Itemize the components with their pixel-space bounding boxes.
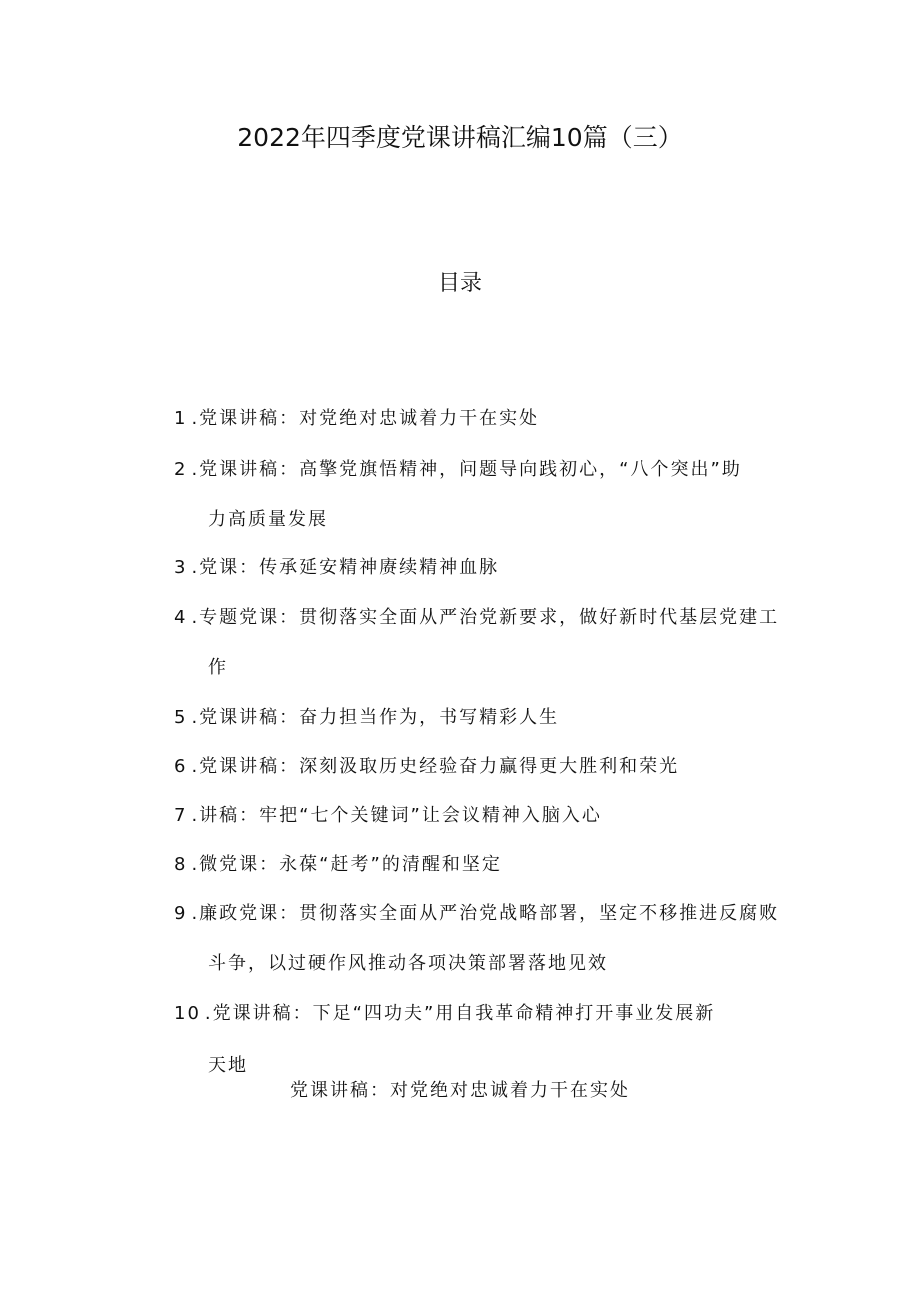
toc-item-number: 6 bbox=[174, 756, 188, 777]
toc-item-3 bbox=[174, 553, 499, 579]
toc-item-text: .专题党课：贯彻落实全面从严治党新要求，做好新时代基层党建工 bbox=[191, 607, 780, 628]
toc-item-text: .廉政党课：贯彻落实全面从严治党战略部署，坚定不移推进反腐败 bbox=[191, 903, 780, 924]
toc-item-text: .党课讲稿：下足“四功夫”用自我革命精神打开事业发展新 bbox=[204, 1003, 716, 1024]
toc-item-8 bbox=[174, 850, 502, 876]
toc-item-number: 9 bbox=[174, 903, 188, 924]
section-title: 党课讲稿：对党绝对忠诚着力干在实处 bbox=[290, 1080, 630, 1101]
toc-item-text: .党课讲稿：深刻汲取历史经验奋力赢得更大胜利和荣光 bbox=[191, 756, 680, 777]
toc-item-5 bbox=[174, 703, 559, 729]
toc-item-9-continuation: 斗争，以过硬作风推动各项决策部署落地见效 bbox=[208, 953, 608, 974]
toc-item-number: 2 bbox=[174, 459, 188, 480]
toc-item-number: 1 bbox=[174, 408, 188, 429]
toc-heading: 目录 bbox=[437, 271, 482, 296]
toc-item-4 bbox=[174, 603, 779, 629]
toc-item-number: 8 bbox=[174, 854, 188, 875]
toc-item-10 bbox=[174, 999, 715, 1025]
toc-item-text: .党课讲稿：对党绝对忠诚着力干在实处 bbox=[191, 408, 540, 429]
toc-item-10-continuation: 天地 bbox=[208, 1055, 248, 1076]
toc-item-6 bbox=[174, 752, 679, 778]
toc-item-number: 10 bbox=[174, 1003, 201, 1024]
toc-item-9 bbox=[174, 899, 779, 925]
toc-item-text: .讲稿：牢把“七个关键词”让会议精神入脑入心 bbox=[191, 805, 602, 826]
toc-item-number: 4 bbox=[174, 607, 188, 628]
toc-item-text: .党课讲稿：奋力担当作为，书写精彩人生 bbox=[191, 707, 560, 728]
toc-item-text: .党课：传承延安精神赓续精神血脉 bbox=[191, 557, 500, 578]
toc-item-4-continuation: 作 bbox=[208, 657, 228, 678]
toc-item-1 bbox=[174, 404, 539, 430]
toc-item-7 bbox=[174, 801, 602, 827]
toc-item-number: 3 bbox=[174, 557, 188, 578]
toc-item-2 bbox=[174, 455, 742, 481]
document-title: 2022年四季度党课讲稿汇编10篇（三） bbox=[237, 123, 683, 152]
toc-item-text: .微党课：永葆“赶考”的清醒和坚定 bbox=[191, 854, 502, 875]
toc-item-2-continuation: 力高质量发展 bbox=[208, 509, 328, 530]
toc-item-text: .党课讲稿：高擎党旗悟精神，问题导向践初心，“八个突出”助 bbox=[191, 459, 742, 480]
toc-item-number: 5 bbox=[174, 707, 188, 728]
toc-item-number: 7 bbox=[174, 805, 188, 826]
